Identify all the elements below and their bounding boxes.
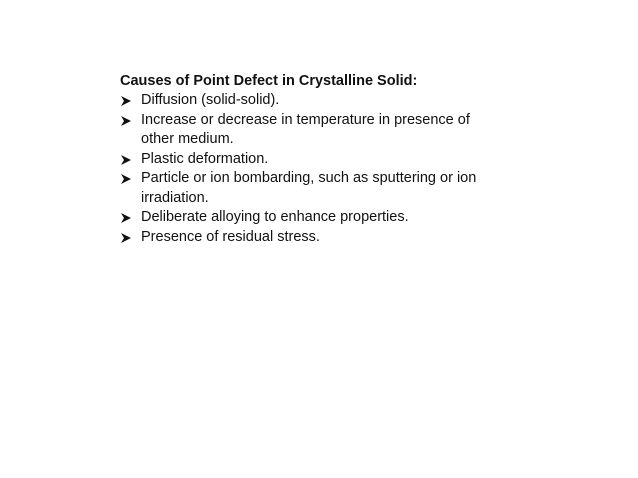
slide-content [120, 71, 500, 247]
list-item-text: Deliberate alloying to enhance properties. [141, 209, 409, 225]
arrowhead-bullet-icon [120, 154, 132, 166]
list-item [120, 150, 500, 170]
arrowhead-bullet-icon [120, 173, 132, 185]
arrowhead-bullet-icon [120, 95, 132, 107]
arrowhead-bullet-icon [120, 232, 132, 244]
list-item-text: Presence of residual stress. [141, 228, 320, 245]
slide-heading: Causes of Point Defect in Crystalline Solid: [120, 73, 418, 89]
bullet-list [120, 91, 500, 247]
list-item [120, 228, 500, 248]
list-item-text: Diffusion (solid-solid). [141, 92, 280, 108]
list-item-text: Plastic deformation. [141, 150, 269, 167]
arrowhead-bullet-icon [120, 115, 132, 127]
list-item [120, 91, 500, 111]
list-item-text: Particle or ion bombarding, such as sputtering or ion irradiation. [141, 170, 477, 206]
list-item-text: Increase or decrease in temperature in presence of other medium. [141, 111, 470, 147]
arrowhead-bullet-icon [120, 212, 132, 224]
list-item [120, 208, 500, 228]
list-item [120, 111, 500, 150]
list-item [120, 169, 500, 208]
